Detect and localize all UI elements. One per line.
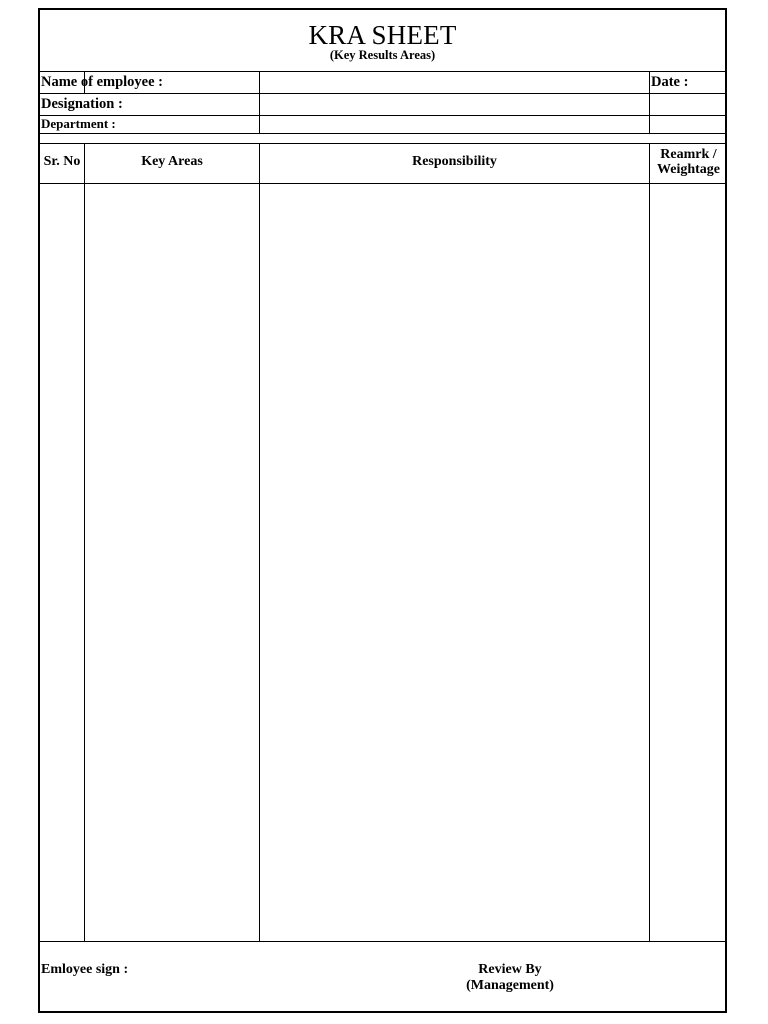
- name-of-employee-label: Name of employee :: [41, 74, 163, 90]
- rule-below-title: [40, 71, 725, 72]
- info-divider-left: [259, 71, 260, 133]
- rule-below-designation-row: [40, 115, 725, 116]
- col-header-weightage: Weightage: [657, 162, 720, 177]
- col-divider-1: [84, 143, 85, 941]
- rule-below-department-row: [40, 133, 725, 134]
- info-divider-right: [649, 71, 650, 133]
- col-header-key-areas: Key Areas: [141, 154, 203, 169]
- kra-sheet: [38, 8, 727, 1013]
- rule-below-name-row: [40, 93, 725, 94]
- rule-above-table-header: [40, 143, 725, 144]
- sheet-title: KRA SHEET: [308, 20, 457, 50]
- date-label: Date :: [651, 74, 689, 90]
- review-by-label: Review By: [478, 962, 542, 977]
- rule-above-footer: [40, 941, 725, 942]
- designation-label: Designation :: [41, 96, 123, 112]
- col-header-remark: Reamrk /: [660, 147, 717, 162]
- col-header-responsibility: Responsibility: [412, 154, 497, 169]
- rule-below-table-header: [40, 183, 725, 184]
- review-by-management-label: (Management): [466, 978, 554, 993]
- department-label: Department :: [41, 116, 116, 131]
- col-divider-2: [259, 143, 260, 941]
- sheet-subtitle: (Key Results Areas): [329, 48, 436, 62]
- employee-sign-label: Emloyee sign :: [41, 962, 129, 977]
- col-divider-3: [649, 143, 650, 941]
- col-header-sr-no: Sr. No: [43, 154, 81, 169]
